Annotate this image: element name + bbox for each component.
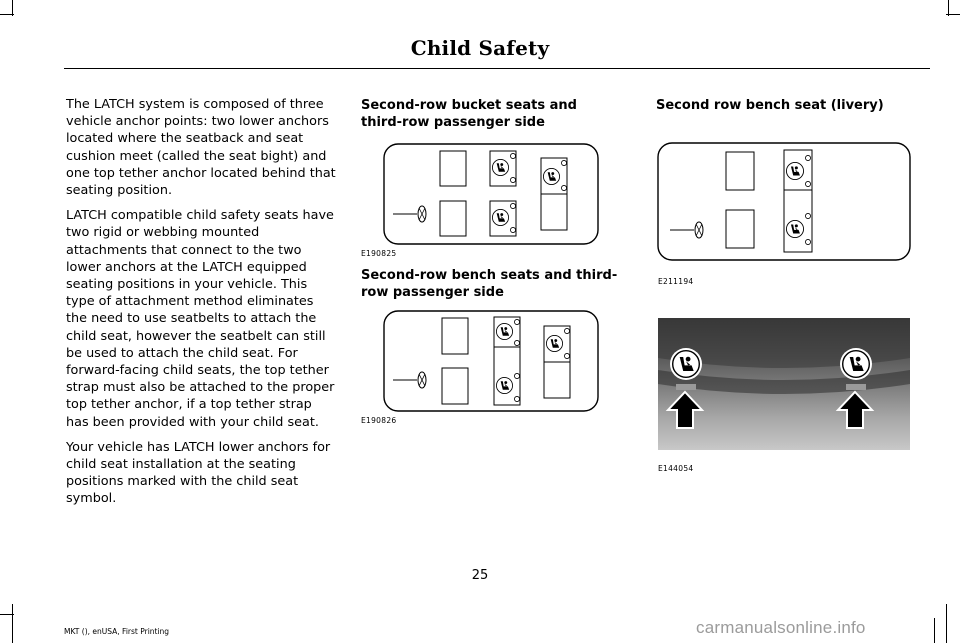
arrow-up-icon bbox=[668, 392, 702, 428]
crop-mark bbox=[946, 14, 960, 15]
watermark: carmanualsonline.info bbox=[696, 618, 866, 637]
child-seat-icon bbox=[546, 335, 562, 351]
seating-diagram-livery bbox=[654, 140, 914, 266]
child-seat-icon bbox=[670, 348, 702, 380]
seating-diagram-bench bbox=[361, 307, 603, 417]
body-text bbox=[66, 96, 338, 516]
child-seat-icon bbox=[496, 377, 512, 393]
page-number: 25 bbox=[471, 568, 489, 583]
crop-mark bbox=[12, 604, 13, 643]
anchor-photo bbox=[658, 318, 910, 450]
paragraph: LATCH compatible child safety seats have two rigid or webbing mounted attachments that connect to the two lower anchors at the LATCH equipped seating positions in your vehicle. This type of attachment method eliminates the need to use seatbelts to attach the child seat, however the seatbelt can still be used to attach the child seat. For forward-facing child seats, the top tether strap must also be attached to the proper top tether anchor, if a top tether strap has been provided with your child seat. bbox=[66, 208, 335, 430]
figure-code: E190826 bbox=[361, 416, 397, 425]
figure-heading: Second-row bench seats and third-row passenger side bbox=[361, 268, 618, 300]
crop-mark bbox=[946, 604, 947, 643]
crop-mark bbox=[0, 14, 14, 15]
edition-footer: MKT (), enUSA, First Printing bbox=[64, 627, 170, 636]
child-seat-icon bbox=[496, 323, 512, 339]
arrow-up-icon bbox=[838, 392, 872, 428]
seating-diagram-bucket bbox=[361, 140, 603, 250]
child-seat-icon bbox=[492, 209, 508, 225]
child-seat-icon bbox=[786, 220, 803, 237]
child-seat-icon bbox=[543, 168, 559, 184]
figure-heading: Second-row bucket seats and third-row passenger side bbox=[361, 98, 577, 130]
paragraph: The LATCH system is composed of three vehicle anchor points: two lower anchors located where the seatback and seat cushion meet (called the seat bight) and one top tether anchor located behind that seating position. bbox=[66, 97, 336, 199]
crop-mark bbox=[0, 614, 14, 615]
crop-mark bbox=[934, 618, 935, 643]
figure-code: E144054 bbox=[658, 464, 694, 473]
page-title: Child Safety bbox=[410, 36, 550, 60]
child-seat-icon bbox=[492, 159, 508, 175]
figure-code: E211194 bbox=[658, 277, 694, 286]
title-rule bbox=[64, 68, 930, 69]
paragraph: Your vehicle has LATCH lower anchors for child seat installation at the seating positions marked with the child seat symbol. bbox=[66, 439, 331, 507]
child-seat-icon bbox=[840, 348, 872, 380]
figure-code: E190825 bbox=[361, 249, 397, 258]
child-seat-icon bbox=[786, 162, 803, 179]
figure-heading: Second row bench seat (livery) bbox=[656, 98, 884, 113]
